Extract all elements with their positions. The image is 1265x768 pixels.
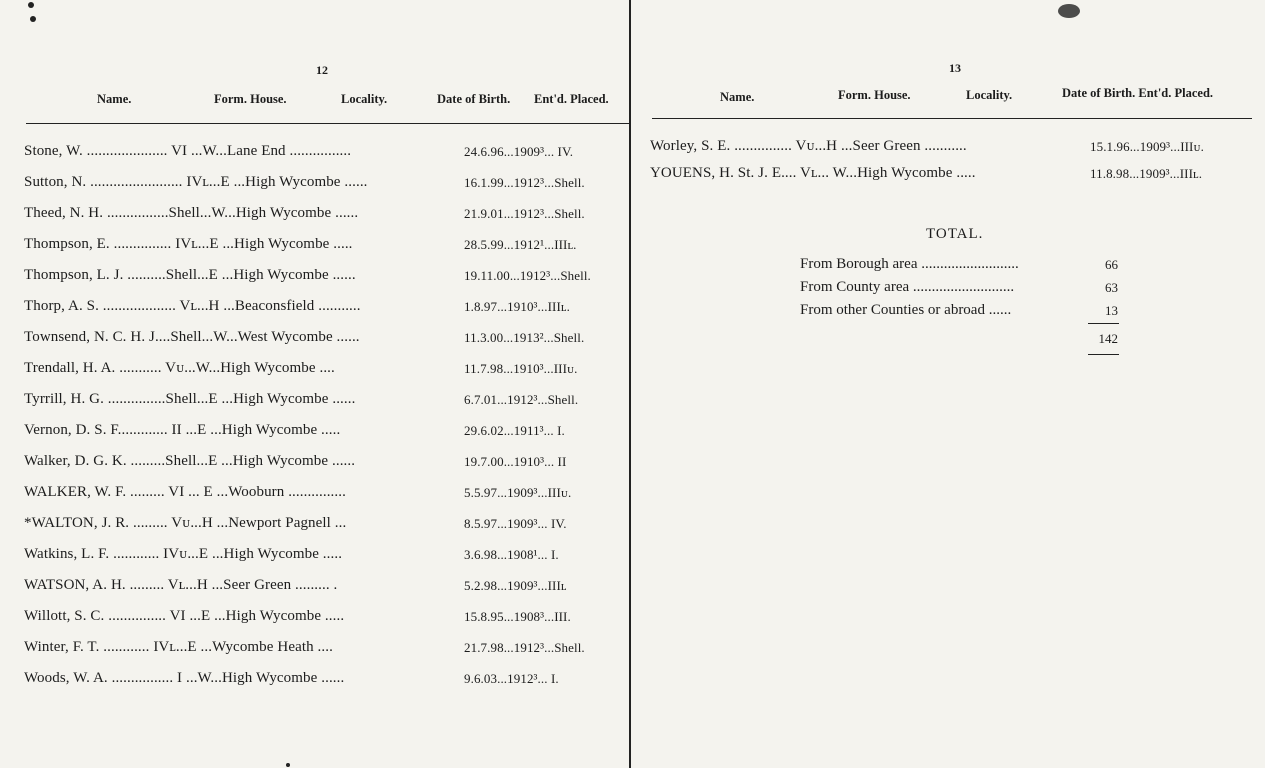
total-line-value: 13 [1105,303,1118,318]
header-entd-placed: Ent'd. Placed. [534,92,609,106]
header-name: Name. [97,92,132,106]
table-row-dates: 21.7.98...1912³...Shell. [464,640,585,655]
header-name: Name. [720,90,755,104]
total-line-label: From other Counties or abroad ...... [800,302,1012,318]
sum-rule-top [1088,323,1119,324]
table-row-dates: 15.1.96...1909³...IIIᴜ. [1090,139,1204,154]
table-row-dates: 21.9.01...1912³...Shell. [464,206,585,221]
total-line-value: 66 [1105,257,1118,272]
table-row-dates: 28.5.99...1912¹...IIIʟ. [464,237,577,252]
header-form-house: Form. House. [838,88,911,102]
print-speck [30,16,36,22]
header-rule [26,123,630,124]
total-line-value: 63 [1105,280,1118,295]
print-speck [1058,4,1080,18]
table-row-entry: YOUENS, H. St. J. E.... Vʟ... W...High Wycombe ..... [650,165,976,181]
total-sum: 142 [1098,331,1118,346]
table-row-dates: 11.3.00...1913²...Shell. [464,330,585,345]
table-row-dates: 19.11.00...1912³...Shell. [464,268,591,283]
header-form-house: Form. House. [214,92,287,106]
header-dob-entd-placed: Date of Birth. Ent'd. Placed. [1062,86,1214,100]
header-locality: Locality. [341,92,388,106]
table-row-entry: Vernon, D. S. F............. II ...E ...High Wycombe ..... [24,422,341,438]
table-row-entry: Townsend, N. C. H. J....Shell...W...West Wycombe ...... [24,329,360,345]
table-row-entry: Thorp, A. S. ................... Vʟ...H ...Beaconsfield ........... [24,298,361,314]
total-title: TOTAL. [926,226,984,242]
sum-rule-bottom [1088,354,1119,355]
table-row-dates: 6.7.01...1912³...Shell. [464,392,579,407]
table-row-entry: Worley, S. E. ............... Vᴜ...H ...Seer Green ........... [650,138,967,154]
table-row-entry: Watkins, L. F. ............ IVᴜ...E ...High Wycombe ..... [24,546,343,562]
table-row-dates: 9.6.03...1912³... I. [464,671,559,686]
print-speck [28,2,34,8]
page-gutter [629,0,631,768]
header-date-of-birth: Date of Birth. [437,92,511,106]
table-row-dates: 8.5.97...1909³... IV. [464,516,567,531]
table-row-entry: Stone, W. ..................... VI ...W...Lane End ................ [24,143,352,159]
table-row-dates: 29.6.02...1911³... I. [464,423,565,438]
table-row-dates: 19.7.00...1910³... II [464,454,567,469]
table-row-entry: Thompson, E. ............... IVʟ...E ...High Wycombe ..... [24,236,353,252]
total-line-label: From Borough area .......................... [800,256,1019,272]
table-row-dates: 16.1.99...1912³...Shell. [464,175,585,190]
table-row-dates: 3.6.98...1908¹... I. [464,547,559,562]
table-row-entry: Willott, S. C. ............... VI ...E ...High Wycombe ..... [24,608,345,624]
table-row-entry: Sutton, N. ........................ IVʟ...E ...High Wycombe ...... [24,174,368,190]
table-row-entry: *WALTON, J. R. ......... Vᴜ...H ...Newport Pagnell ... [24,515,347,531]
print-speck [286,763,290,767]
left-page [0,0,630,768]
table-row-entry: Thompson, L. J. ..........Shell...E ...High Wycombe ...... [24,267,356,283]
page-number: 13 [949,61,961,75]
table-row-entry: Walker, D. G. K. .........Shell...E ...High Wycombe ...... [24,453,356,469]
page-number: 12 [316,63,328,77]
total-line-label: From County area ........................... [800,279,1015,295]
table-row-dates: 24.6.96...1909³... IV. [464,144,574,159]
table-row-dates: 11.7.98...1910³...IIIᴜ. [464,361,578,376]
table-row-dates: 1.8.97...1910³...IIIʟ. [464,299,570,314]
table-row-entry: WATSON, A. H. ......... Vʟ...H ...Seer Green ......... . [24,577,338,593]
table-row-entry: Tyrrill, H. G. ...............Shell...E ...High Wycombe ...... [24,391,356,407]
header-locality: Locality. [966,88,1013,102]
table-row-entry: WALKER, W. F. ......... VI ... E ...Wooburn ............... [24,484,346,500]
table-row-dates: 15.8.95...1908³...III. [464,609,571,624]
right-page [632,0,1265,768]
table-row-entry: Theed, N. H. ................Shell...W...High Wycombe ...... [24,205,359,221]
table-row-entry: Trendall, H. A. ........... Vᴜ...W...High Wycombe .... [24,360,335,376]
table-row-entry: Winter, F. T. ............ IVʟ...E ...Wycombe Heath .... [24,639,333,655]
table-row-entry: Woods, W. A. ................ I ...W...High Wycombe ...... [24,670,345,686]
table-row-dates: 11.8.98...1909³...IIIʟ. [1090,166,1203,181]
table-row-dates: 5.2.98...1909³...IIIʟ [464,578,567,593]
table-row-dates: 5.5.97...1909³...IIIᴜ. [464,485,572,500]
header-rule [652,118,1252,119]
